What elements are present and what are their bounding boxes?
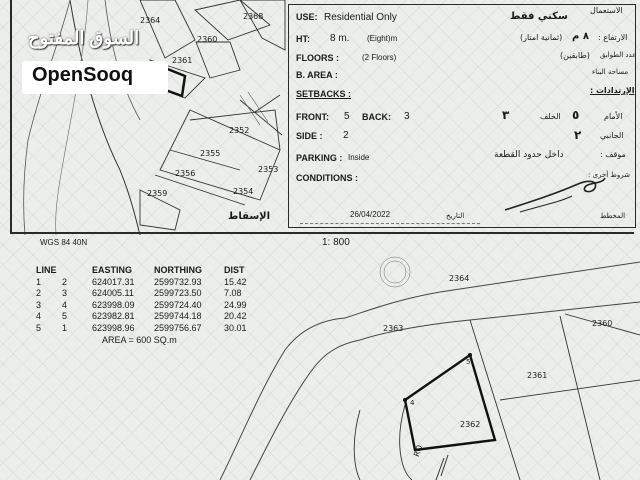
header-line: LINE xyxy=(36,265,57,275)
back-arabic-value: ٣ xyxy=(502,108,510,122)
opensooq-logo-text: OpenSooq xyxy=(32,64,134,86)
conditions-arabic: شروط أخرى : xyxy=(588,171,631,179)
plot-number: 2361 xyxy=(527,371,548,380)
header-easting: EASTING xyxy=(92,265,133,275)
front-arabic-label: الأمام xyxy=(604,112,623,121)
height-arabic-label: الارتفاع : xyxy=(598,33,628,42)
distance: 30.01 xyxy=(224,322,247,333)
distance: 20.42 xyxy=(224,311,247,322)
plot-number: 2361 xyxy=(172,56,193,65)
plot-number: 2360 xyxy=(197,35,218,44)
signature xyxy=(500,172,610,217)
vertex-label: 4 xyxy=(410,399,415,407)
easting: 624017.31 xyxy=(92,276,135,287)
parking-label: PARKING : xyxy=(296,153,343,163)
building-area-arabic: مساحة البناء xyxy=(592,68,629,76)
plot-number: 2363 xyxy=(383,324,404,333)
date-arabic-label: التاريخ xyxy=(446,212,465,220)
plot-number: 2353 xyxy=(258,165,279,174)
northing: 2599723.50 xyxy=(154,288,202,299)
line-to: 4 xyxy=(62,299,68,310)
plot-number: 2354 xyxy=(233,187,254,196)
date-underline xyxy=(300,223,480,224)
plot-number: 2362 xyxy=(460,420,481,429)
use-arabic: سكني فقط xyxy=(510,11,568,22)
plot-number: 2352 xyxy=(229,126,250,135)
plot-number: 2364 xyxy=(449,274,470,283)
distance: 7.08 xyxy=(224,288,242,299)
back-value: 3 xyxy=(404,111,410,122)
date-value: 26/04/2022 xyxy=(350,210,391,219)
parking-arabic-label: موقف : xyxy=(600,150,626,159)
conditions-label: CONDITIONS : xyxy=(296,173,358,183)
planner-arabic-label: المخطط xyxy=(600,212,626,220)
plot-number: 2359 xyxy=(147,189,168,198)
floors-arabic-label: عدد الطوابق xyxy=(600,51,637,59)
vertex-label: 5 xyxy=(466,358,471,366)
watermark-arabic: السوق المفتوح xyxy=(28,28,140,48)
line-to: 2 xyxy=(62,276,68,287)
setbacks-arabic: الإرتدادات : xyxy=(590,86,635,95)
front-value: 5 xyxy=(344,111,350,122)
scale-label: 1: 800 xyxy=(322,237,350,248)
line-from: 4 xyxy=(36,311,42,322)
setbacks-label: SETBACKS : xyxy=(296,89,352,99)
plot-area: AREA = 600 SQ.m xyxy=(102,334,177,345)
northing: 2599756.67 xyxy=(154,322,202,333)
parking-arabic-value: داخل حدود القطعة xyxy=(494,150,564,160)
header-northing: NORTHING xyxy=(154,265,202,275)
datum-label: WGS 84 40N xyxy=(40,238,88,247)
use-label: USE: xyxy=(296,12,318,22)
side-value: 2 xyxy=(343,130,349,141)
form-header-arabic: الاستعمال xyxy=(590,6,623,15)
front-label: FRONT: xyxy=(296,112,329,122)
line-to: 3 xyxy=(62,288,68,299)
floors-value: (2 Floors) xyxy=(362,53,397,62)
height-label: HT: xyxy=(296,34,310,44)
plot-survey-map xyxy=(0,240,640,480)
floors-arabic-value: (طابقين) xyxy=(560,51,590,60)
easting: 623998.96 xyxy=(92,322,135,333)
northing: 2599724.40 xyxy=(154,299,202,310)
front-arabic-value: ٥ xyxy=(572,108,580,122)
map-caption-arabic: الإسقاط xyxy=(228,211,271,222)
height-value: 8 m. xyxy=(330,33,350,44)
back-arabic-label: الخلف xyxy=(540,112,561,121)
northing: 2599744.18 xyxy=(154,311,202,322)
distance: 24.99 xyxy=(224,299,247,310)
side-arabic-value: ٢ xyxy=(574,128,582,142)
plot-number: 2355 xyxy=(200,149,221,158)
section-divider xyxy=(10,232,634,234)
plot-number: 2364 xyxy=(140,16,161,25)
line-from: 1 xyxy=(36,276,42,287)
road-label: RO xyxy=(412,443,425,459)
header-dist: DIST xyxy=(224,265,245,275)
line-from: 2 xyxy=(36,288,42,299)
line-to: 1 xyxy=(62,322,68,333)
easting: 624005.11 xyxy=(92,288,134,299)
height-arabic-value: ٨ م xyxy=(572,31,589,42)
easting: 623982.81 xyxy=(92,311,135,322)
line-from: 5 xyxy=(36,322,42,333)
height-words: (Eight)m xyxy=(367,34,398,43)
side-arabic-label: الجانبي xyxy=(600,131,624,140)
left-border xyxy=(10,0,12,232)
easting: 623998.09 xyxy=(92,299,135,310)
plot-number: 2356 xyxy=(175,169,196,178)
line-from: 3 xyxy=(36,299,42,310)
building-area-label: B. AREA : xyxy=(296,70,338,80)
floors-label: FLOORS : xyxy=(296,53,339,63)
use-value: Residential Only xyxy=(324,12,397,23)
height-arabic-words: (ثمانية امتار) xyxy=(520,33,563,42)
plot-number: 2368 xyxy=(243,12,264,21)
northing: 2599732.93 xyxy=(154,276,202,287)
side-label: SIDE : xyxy=(296,131,323,141)
back-label: BACK: xyxy=(362,112,391,122)
parking-value: Inside xyxy=(348,153,370,162)
plot-number: 2360 xyxy=(592,319,613,328)
distance: 15.42 xyxy=(224,276,247,287)
line-to: 5 xyxy=(62,311,68,322)
